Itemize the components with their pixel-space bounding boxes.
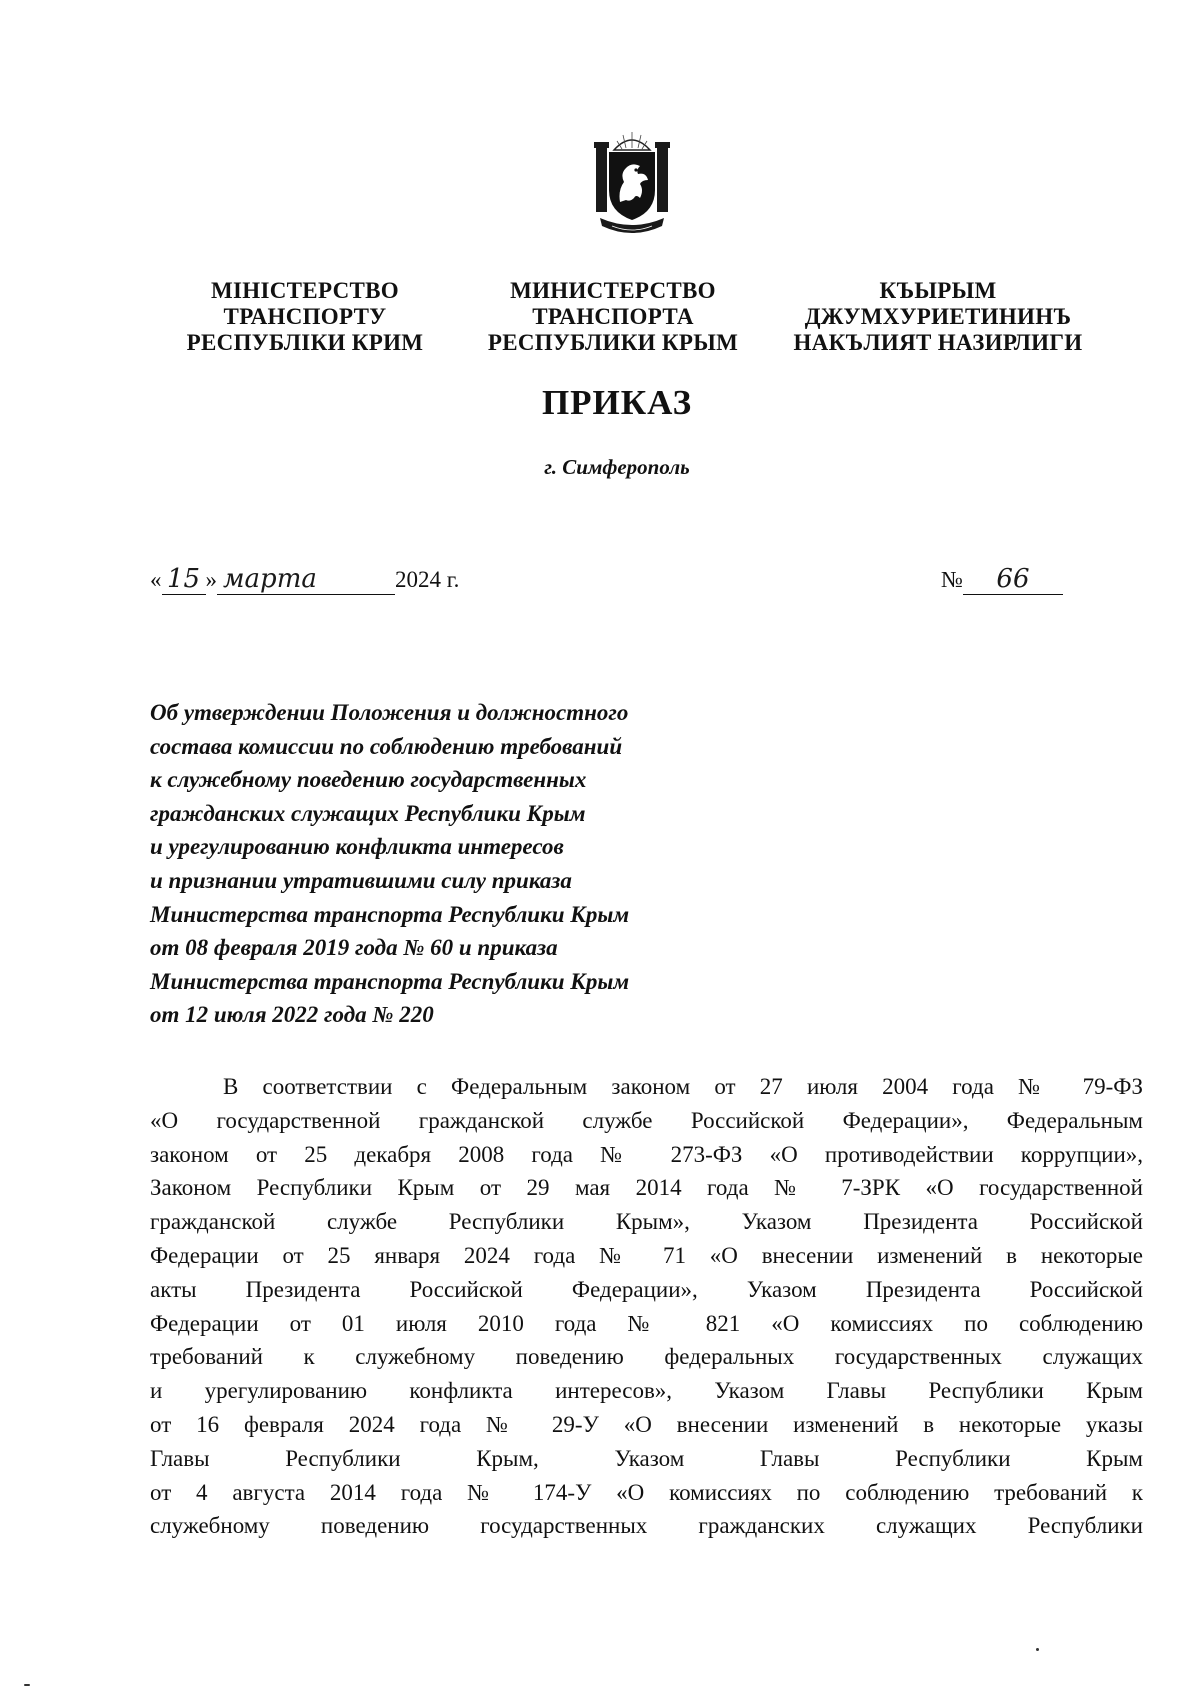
date-month: марта bbox=[217, 564, 395, 595]
header-ua-line: МІНІСТЕРСТВО bbox=[211, 278, 399, 303]
subject-line: состава комиссии по соблюдению требований bbox=[150, 733, 623, 759]
subject-line: Министерства транспорта Республики Крым bbox=[150, 901, 630, 927]
body-line: служебному поведению государственных гражданских служащих Республики bbox=[150, 1513, 1143, 1539]
body-line: и урегулированию конфликта интересов», Указом Главы Республики Крым bbox=[150, 1378, 1143, 1404]
document-city: г. Симферополь bbox=[544, 455, 690, 479]
scan-speck bbox=[24, 1684, 30, 1686]
header-russian bbox=[473, 278, 753, 356]
document-title: ПРИКАЗ bbox=[541, 383, 693, 422]
subject-line: и урегулированию конфликта интересов bbox=[150, 834, 564, 860]
number-prefix: № bbox=[941, 567, 963, 592]
subject-line: гражданских служащих Республики Крым bbox=[150, 800, 586, 826]
date-close-quote: » bbox=[205, 567, 217, 592]
body-line: гражданской службе Республики Крым», Указом Президента Российской bbox=[150, 1209, 1143, 1235]
body-line: акты Президента Российской Федерации», Указом Президента Российской bbox=[150, 1276, 1143, 1302]
subject-line: к служебному поведению государственных bbox=[150, 767, 587, 793]
header-crh-line: НАКЪЛИЯТ НАЗИРЛИГИ bbox=[793, 330, 1083, 355]
header-ua-line: ТРАНСПОРТУ bbox=[223, 304, 387, 329]
document-body bbox=[150, 1070, 1143, 1543]
document-subject bbox=[150, 696, 790, 1032]
body-line: Главы Республики Крым, Указом Главы Республики Крым bbox=[150, 1445, 1143, 1471]
header-crimean-tatar bbox=[778, 278, 1098, 356]
subject-line: Об утверждении Положения и должностного bbox=[150, 700, 629, 725]
scan-speck bbox=[1036, 1648, 1039, 1651]
header-crh-line: ДЖУМХУРИЕТИНИНЪ bbox=[804, 304, 1072, 329]
subject-line: от 08 февраля 2019 года № 60 и приказа bbox=[150, 935, 558, 961]
body-line: от 4 августа 2014 года № 174-У «О комиссиях по соблюдению требований к bbox=[150, 1479, 1143, 1505]
document-number bbox=[941, 564, 1063, 595]
crimea-coat-of-arms-icon bbox=[592, 128, 672, 246]
body-line: Федерации от 25 января 2024 года № 71 «О внесении изменений в некоторые bbox=[150, 1242, 1143, 1268]
body-line: от 16 февраля 2024 года № 29-У «О внесении изменений в некоторые указы bbox=[150, 1411, 1143, 1437]
document-date bbox=[150, 564, 459, 595]
body-line: «О государственной гражданской службе Российской Федерации», Федеральным bbox=[150, 1107, 1143, 1133]
header-ru-line: МИНИСТЕРСТВО bbox=[510, 278, 716, 303]
body-line: В соответствии с Федеральным законом от 27 июля 2004 года № 79-ФЗ bbox=[223, 1074, 1143, 1099]
date-open-quote: « bbox=[150, 567, 162, 592]
body-line: законом от 25 декабря 2008 года № 273-ФЗ «О противодействии коррупции», bbox=[150, 1141, 1143, 1167]
date-year: 2024 г. bbox=[395, 567, 460, 592]
subject-line: и признании утратившими силу приказа bbox=[150, 867, 572, 893]
header-crh-line: КЪЫРЫМ bbox=[879, 278, 997, 303]
header-ukrainian bbox=[175, 278, 435, 356]
header-ru-line: ТРАНСПОРТА bbox=[532, 304, 694, 329]
body-line: требований к служебному поведению федеральных государственных служащих bbox=[150, 1344, 1143, 1370]
body-line: Федерации от 01 июля 2010 года № 821 «О комиссиях по соблюдению bbox=[150, 1310, 1143, 1336]
header-ua-line: РЕСПУБЛІКИ КРИМ bbox=[186, 330, 424, 355]
subject-line: от 12 июля 2022 года № 220 bbox=[150, 1002, 434, 1028]
body-line: Законом Республики Крым от 29 мая 2014 года № 7-ЗРК «О государственной bbox=[150, 1175, 1143, 1201]
subject-line: Министерства транспорта Республики Крым bbox=[150, 968, 630, 994]
number-value: 66 bbox=[963, 564, 1063, 595]
date-day: 15 bbox=[162, 564, 206, 595]
header-ru-line: РЕСПУБЛИКИ КРЫМ bbox=[487, 330, 739, 355]
